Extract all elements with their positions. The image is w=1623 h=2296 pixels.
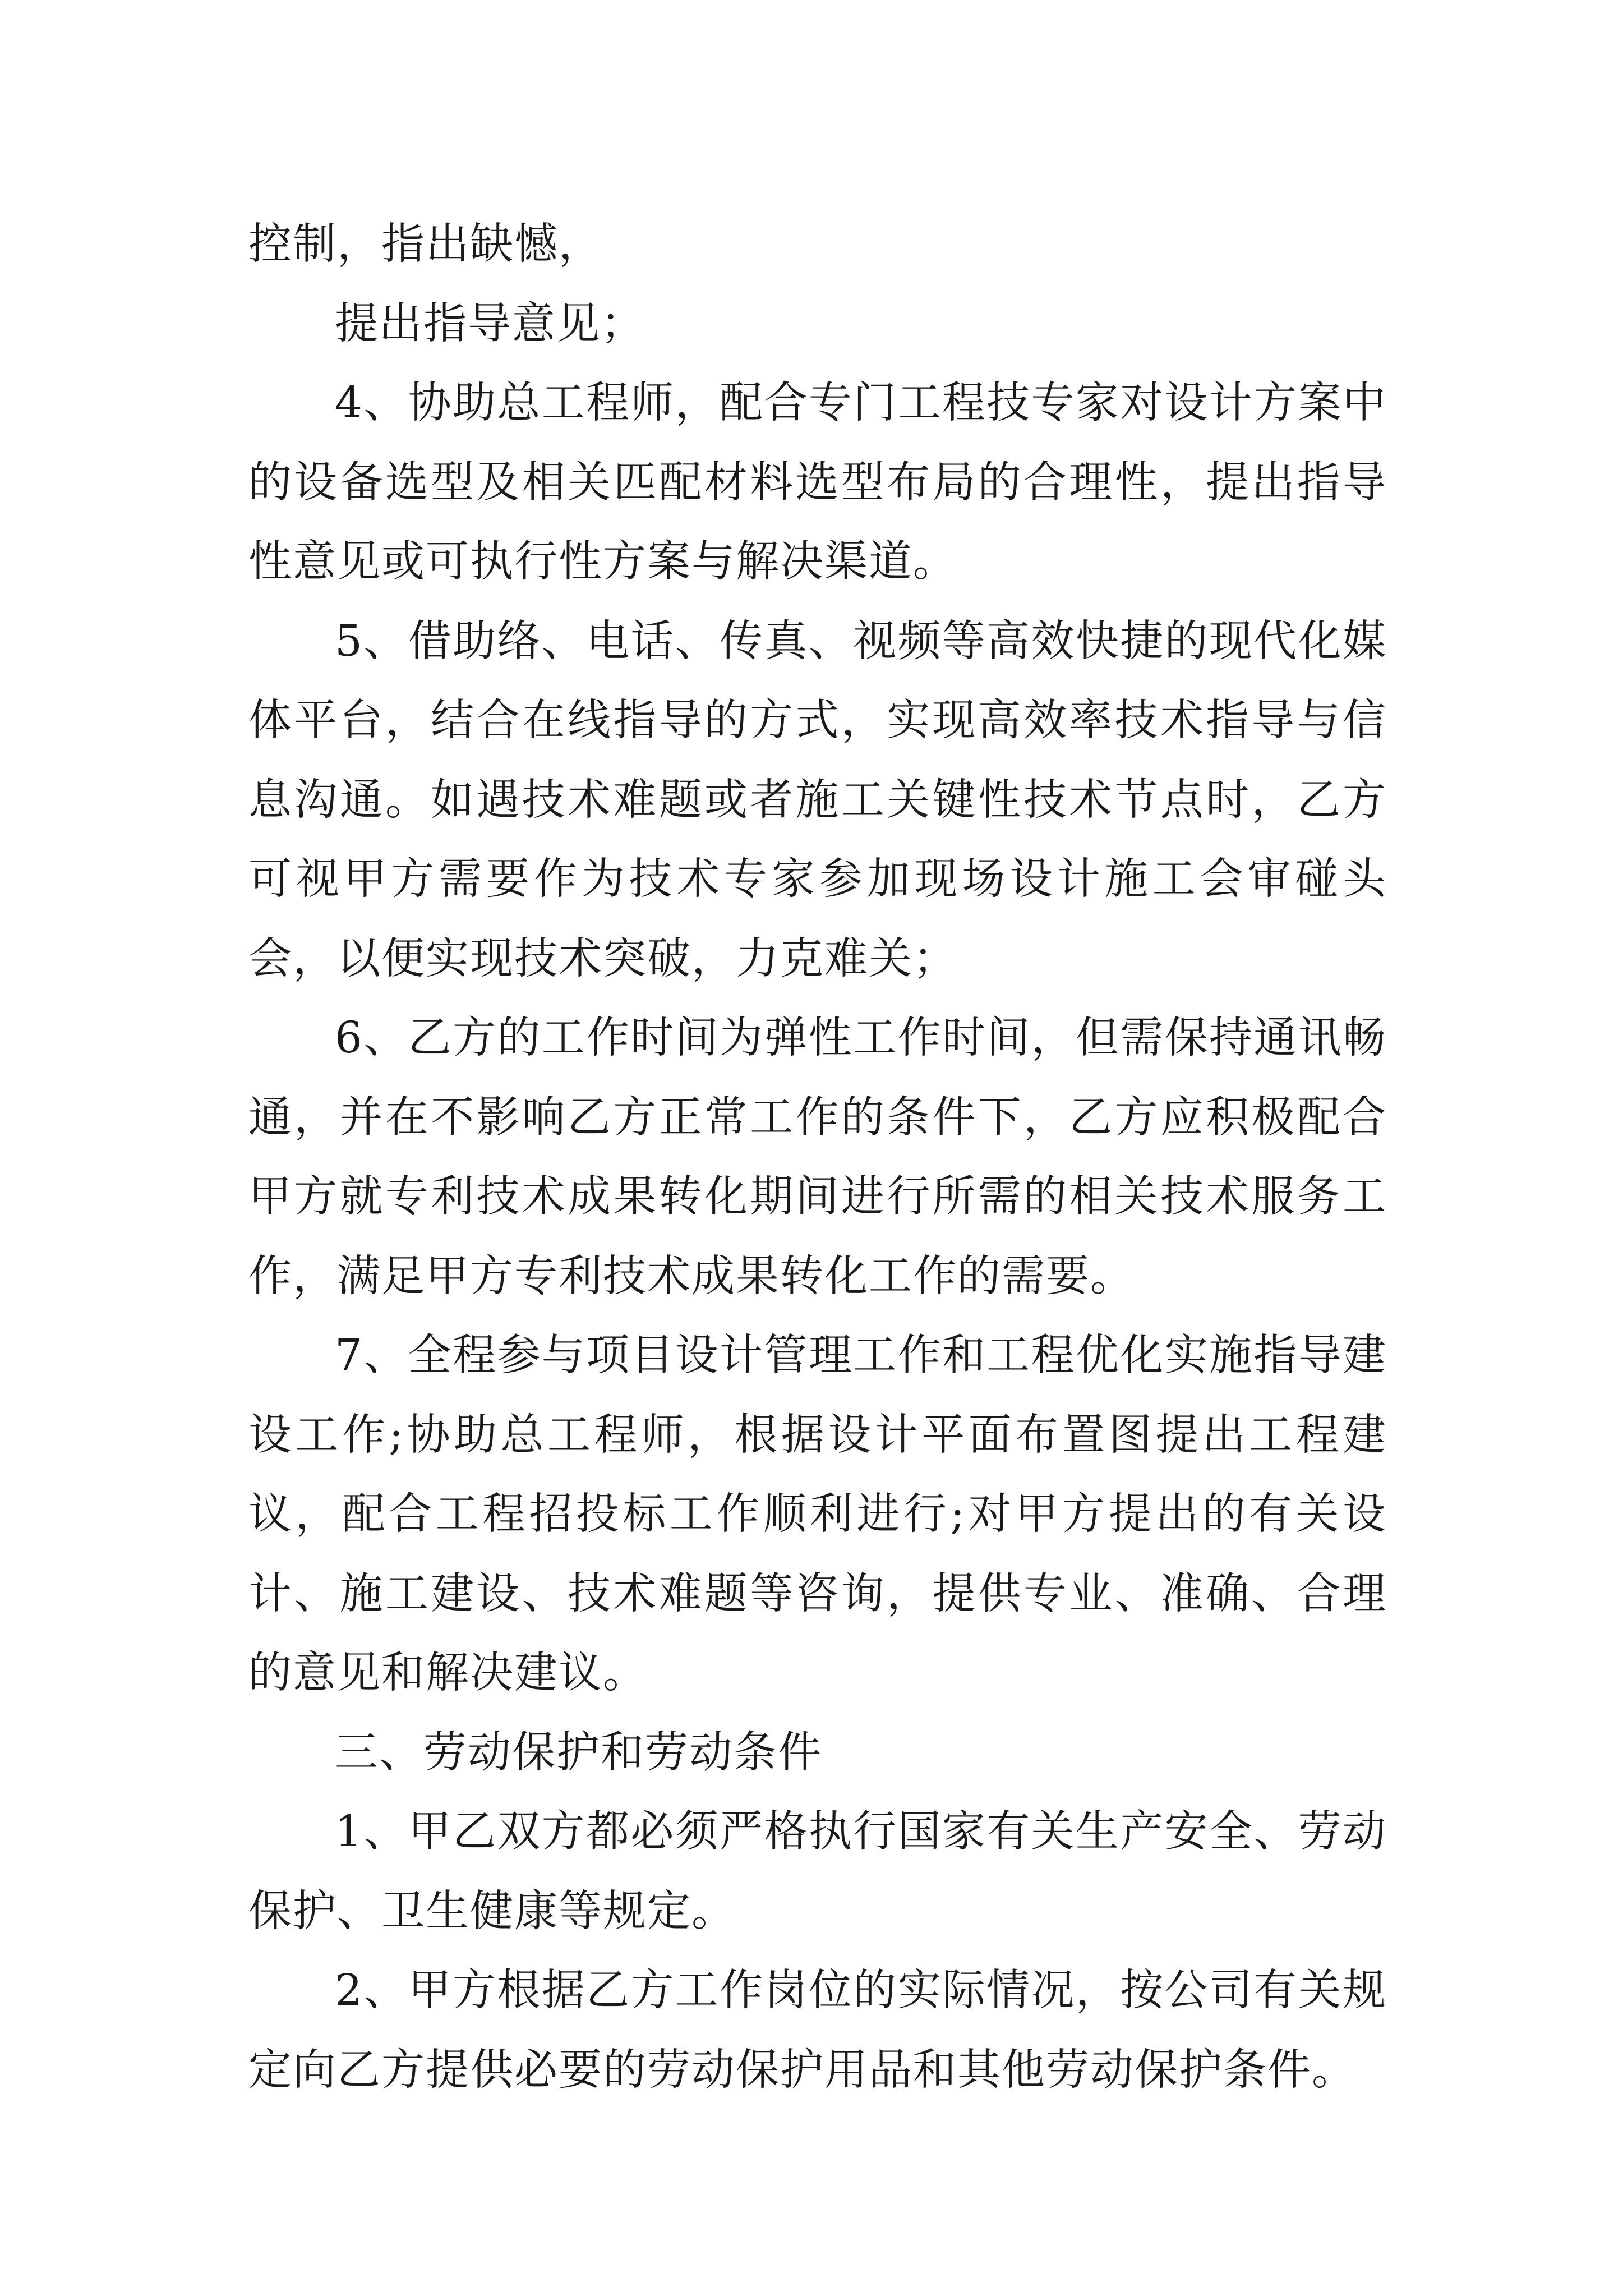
paragraph-item-5: 5、借助络、电话、传真、视频等高效快捷的现代化媒体平台，结合在线指导的方式，实现高效率技术指导与信息沟通。如遇技术难题或者施工关键性技术节点时，乙方可视甲方需要作为技术专家参加现场设计施工会审碰头会，以便实现技术突破，力克难关； (248, 616, 1387, 984)
paragraph-item-4: 4、协助总工程师，配合专门工程技专家对设计方案中的设备选型及相关匹配材料选型布局的合理性，提出指导性意见或可执行性方案与解决渠道。 (248, 378, 1387, 587)
paragraph-2: 提出指导意见； (335, 298, 645, 349)
document-body (248, 205, 1387, 2110)
paragraph-item-6: 6、乙方的工作时间为弹性工作时间，但需保持通讯畅通，并在不影响乙方正常工作的条件下，乙方应积极配合甲方就专利技术成果转化期间进行所需的相关技术服务工作，满足甲方专利技术成果转化工作的需要。 (248, 1013, 1387, 1301)
paragraph-item-7: 7、全程参与项目设计管理工作和工程优化实施指导建设工作;协助总工程师，根据设计平面布置图提出工程建议，配合工程招投标工作顺利进行;对甲方提出的有关设计、施工建设、技术难题等咨询，提供专业、准确、合理的意见和解决建议。 (248, 1331, 1387, 1698)
section-heading-3: 三、劳动保护和劳动条件 (335, 1727, 822, 1778)
paragraph-section3-item-2: 2、甲方根据乙方工作岗位的实际情况，按公司有关规定向乙方提供必要的劳动保护用品和其他劳动保护条件。 (248, 1966, 1387, 2095)
paragraph-section3-item-1: 1、甲乙双方都必须严格执行国家有关生产安全、劳动保护、卫生健康等规定。 (248, 1807, 1387, 1936)
paragraph-1: 控制，指出缺憾， (248, 219, 603, 269)
